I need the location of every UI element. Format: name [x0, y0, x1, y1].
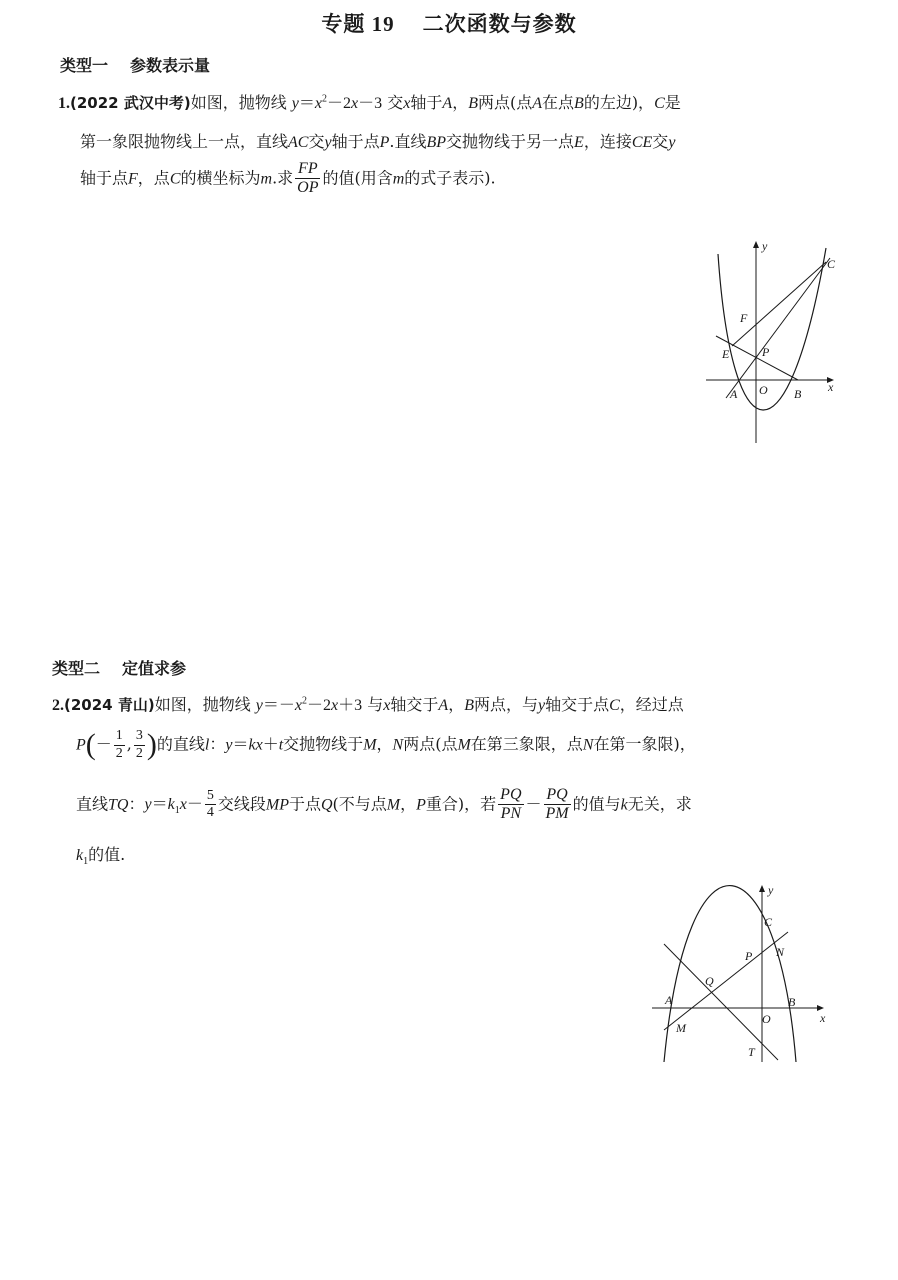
q1-fraction-fp-op: $\frac{FP}{OP}$ [297, 160, 319, 197]
q2-label-a: A [665, 993, 673, 1007]
q1-line-ac [726, 258, 830, 398]
q1-label-o: O [759, 383, 768, 397]
q2-label-p: P [745, 949, 753, 963]
q1-label-x: x [828, 380, 834, 394]
q2-line-tq [664, 944, 778, 1060]
q1-line-2: 第一象限抛物线上一点，直线AC交y轴于点P.直线BP交抛物线于另一点E，连接CE交y [80, 132, 676, 151]
section-1-heading [60, 53, 210, 76]
q1-number: 1. [58, 95, 70, 112]
q2-line-3: 直线TQ：$y=k_1x-$ $\frac{5}{4}$ 交线段MP于点Q(不与点M，P重合)，若 $\frac{PQ}{PN}$ － $\frac{PQ}{PM}$ 的值与k无关，求 [76, 786, 692, 823]
q1-label-b: B [794, 387, 802, 401]
page-title [0, 8, 898, 38]
q2-label-n: N [776, 945, 785, 959]
q1-label-p: P [762, 345, 770, 359]
q2-label-q: Q [705, 974, 714, 988]
q2-line-2: P(－ $\frac{1}{2}$ , $\frac{3}{2}$ )的直线l：y＝kx＋t交抛物线于M，N两点(点M在第三象限，点N在第一象限)， [76, 728, 696, 761]
q2-parabola [664, 886, 796, 1062]
section-2-text: 定值求参 [122, 659, 187, 678]
q1-source: (2022 武汉中考) [70, 94, 191, 112]
q2-label-m: M [676, 1021, 686, 1035]
q2-y-arrow [759, 885, 765, 892]
q2-label-c: C [764, 915, 773, 929]
q1-label-y: y [762, 239, 768, 253]
q2-label-o: O [762, 1012, 771, 1026]
q2-fraction-pq-pn: $\frac{PQ}{PN}$ [500, 786, 522, 823]
q1-label-e: E [722, 347, 730, 361]
q2-source: (2024 青山) [64, 696, 155, 714]
q1-figure [700, 238, 850, 448]
q1-line-ce [732, 262, 826, 346]
q2-label-y: y [768, 883, 774, 897]
q1-line-3: 轴于点F，点C的横坐标为m.求 $\frac{FP}{OP}$ 的值(用含m的式子表示). [80, 160, 496, 197]
section-2-label: 类型二 [52, 659, 101, 678]
q1-parabola [718, 248, 826, 410]
q1-label-f: F [740, 311, 748, 325]
title-number: 专题 19 [321, 12, 395, 36]
title-text: 二次函数与参数 [422, 11, 577, 36]
q2-number: 2. [52, 697, 64, 714]
q1-y-arrow [753, 241, 759, 248]
q2-label-b: B [788, 995, 796, 1009]
q1-line-1: 1.(2022 武汉中考)如图，抛物线 $y=x^2-2x-3$ 交x轴于A，B两点(点A在点B的左边)，C是 [58, 93, 681, 112]
section-1-text: 参数表示量 [130, 56, 211, 75]
q2-label-x: x [820, 1011, 826, 1025]
q2-fraction-pq-pm: $\frac{PQ}{PM}$ [545, 786, 569, 823]
q1-label-c: C [827, 257, 836, 271]
q2-line-1: 2.(2024 青山)如图，抛物线 $y=-x^2-2x+3$ 与x轴交于A，B两点，与y轴交于点C，经过点 [52, 695, 684, 714]
section-1-label: 类型一 [60, 56, 109, 75]
q2-figure [648, 882, 838, 1067]
section-2-heading [52, 656, 186, 679]
q1-label-a: A [730, 387, 738, 401]
q2-line-4: $k_1$的值. [76, 845, 126, 868]
q2-label-t: T [748, 1045, 755, 1059]
